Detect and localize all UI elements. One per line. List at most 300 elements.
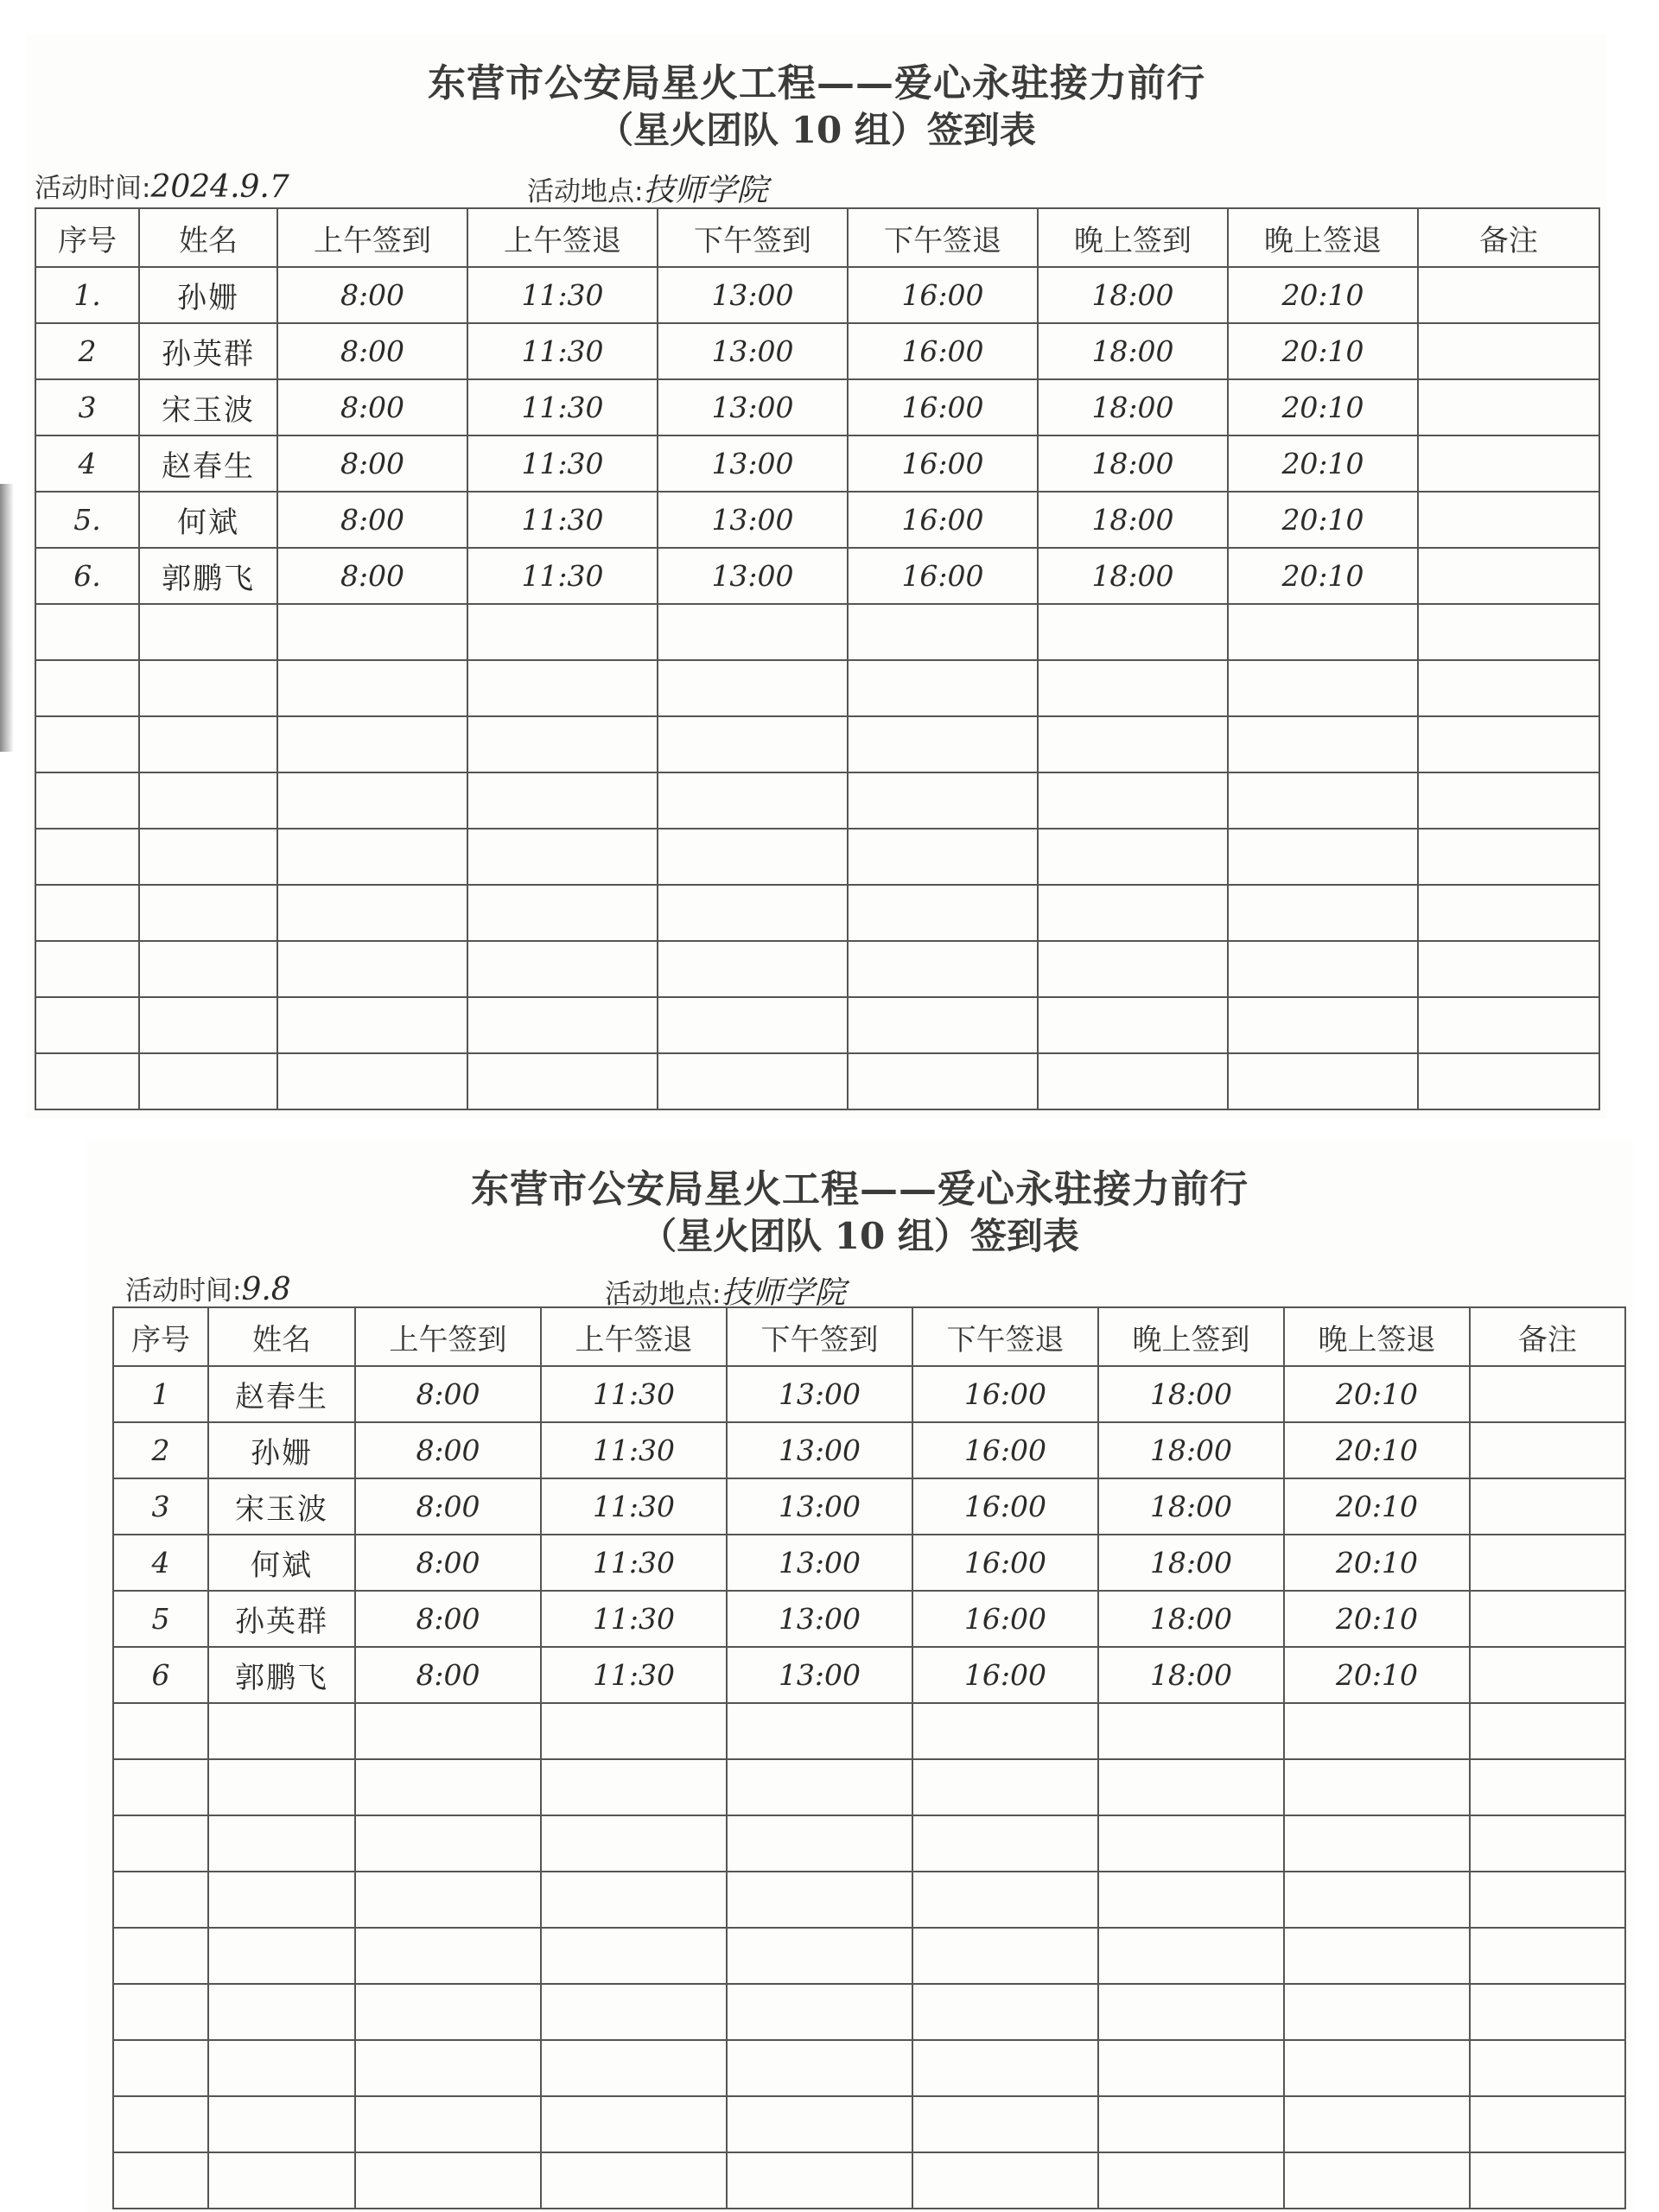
table-row <box>113 1928 1625 1984</box>
cell-am-in <box>277 885 467 941</box>
cell-eve-out: 20:10 <box>1284 1366 1470 1422</box>
cell-name <box>208 1984 355 2040</box>
cell-am-in: 8:00 <box>355 1647 541 1703</box>
cell-am-in: 8:00 <box>355 1535 541 1591</box>
cell-pm-in <box>658 772 848 829</box>
cell-remark <box>1470 1591 1625 1647</box>
cell-eve-in: 18:00 <box>1098 1478 1284 1535</box>
cell-seq <box>35 772 139 829</box>
cell-am-out: 11:30 <box>541 1422 727 1478</box>
cell-eve-in: 18:00 <box>1038 548 1228 604</box>
cell-remark <box>1418 660 1599 716</box>
table-row <box>35 548 1599 604</box>
cell-am-in <box>355 1928 541 1984</box>
cell-name: 孙姗 <box>208 1422 355 1478</box>
header-eve-in: 晚上签到 <box>1038 208 1228 267</box>
cell-remark <box>1470 1535 1625 1591</box>
header-am-out: 上午签退 <box>467 208 658 267</box>
activity-time-label: 活动时间: <box>35 173 151 204</box>
cell-am-in <box>355 1984 541 2040</box>
cell-seq <box>35 829 139 885</box>
cell-eve-out <box>1284 1928 1470 1984</box>
cell-remark <box>1418 323 1599 379</box>
sign-in-sheet-1 <box>26 35 1607 1119</box>
cell-seq <box>35 941 139 997</box>
cell-pm-in: 13:00 <box>658 379 848 435</box>
cell-pm-out: 16:00 <box>848 492 1038 548</box>
table-row <box>35 941 1599 997</box>
cell-pm-in <box>727 2096 912 2152</box>
cell-am-in: 8:00 <box>277 267 467 323</box>
cell-remark <box>1418 435 1599 492</box>
cell-pm-in <box>658 885 848 941</box>
cell-remark <box>1470 1984 1625 2040</box>
cell-am-out <box>467 941 658 997</box>
cell-am-out <box>467 997 658 1053</box>
cell-pm-out: 16:00 <box>912 1422 1098 1478</box>
cell-eve-in <box>1038 604 1228 660</box>
cell-name <box>208 1703 355 1759</box>
cell-am-out: 11:30 <box>467 379 658 435</box>
cell-am-out <box>467 885 658 941</box>
header-am-in: 上午签到 <box>277 208 467 267</box>
cell-eve-out <box>1284 1872 1470 1928</box>
cell-remark <box>1418 1053 1599 1109</box>
cell-am-out <box>467 604 658 660</box>
cell-eve-out: 20:10 <box>1228 548 1418 604</box>
cell-remark <box>1418 941 1599 997</box>
cell-seq <box>35 885 139 941</box>
cell-name <box>139 885 277 941</box>
cell-seq <box>113 2152 208 2209</box>
cell-remark <box>1470 2152 1625 2209</box>
cell-eve-in <box>1038 716 1228 772</box>
cell-eve-in <box>1098 2096 1284 2152</box>
cell-pm-in: 13:00 <box>727 1422 912 1478</box>
cell-seq <box>113 1703 208 1759</box>
cell-pm-out: 16:00 <box>912 1591 1098 1647</box>
cell-am-out <box>541 1815 727 1872</box>
cell-eve-in: 18:00 <box>1098 1591 1284 1647</box>
cell-seq: 2 <box>113 1422 208 1478</box>
cell-eve-out: 20:10 <box>1228 323 1418 379</box>
cell-eve-in: 18:00 <box>1038 492 1228 548</box>
table-row <box>35 997 1599 1053</box>
cell-seq: 4 <box>113 1535 208 1591</box>
cell-remark <box>1418 267 1599 323</box>
header-pm-in: 下午签到 <box>727 1307 912 1366</box>
cell-am-out: 11:30 <box>467 323 658 379</box>
cell-am-out: 11:30 <box>541 1535 727 1591</box>
cell-eve-out: 20:10 <box>1284 1422 1470 1478</box>
cell-pm-in <box>658 1053 848 1109</box>
cell-name <box>139 1053 277 1109</box>
cell-seq <box>113 1984 208 2040</box>
cell-pm-in: 13:00 <box>658 548 848 604</box>
cell-seq <box>113 2096 208 2152</box>
cell-remark <box>1470 2040 1625 2096</box>
cell-eve-in: 18:00 <box>1038 435 1228 492</box>
cell-remark <box>1418 885 1599 941</box>
cell-eve-in: 18:00 <box>1098 1647 1284 1703</box>
table-header-row <box>35 208 1599 267</box>
cell-am-out: 11:30 <box>467 548 658 604</box>
cell-seq: 2 <box>35 323 139 379</box>
table-row <box>113 1815 1625 1872</box>
header-seq: 序号 <box>35 208 139 267</box>
cell-am-in: 8:00 <box>277 548 467 604</box>
cell-eve-out: 20:10 <box>1228 267 1418 323</box>
cell-pm-out: 16:00 <box>848 267 1038 323</box>
cell-pm-in <box>727 1815 912 1872</box>
cell-pm-out <box>912 1872 1098 1928</box>
header-pm-out: 下午签退 <box>848 208 1038 267</box>
header-name: 姓名 <box>208 1307 355 1366</box>
sheet-subtitle: （星火团队 10 组）签到表 <box>597 109 1036 151</box>
cell-name: 宋玉波 <box>139 379 277 435</box>
activity-place <box>527 166 767 210</box>
cell-eve-in <box>1098 1815 1284 1872</box>
cell-eve-out: 20:10 <box>1284 1647 1470 1703</box>
header-pm-in: 下午签到 <box>658 208 848 267</box>
cell-name <box>139 941 277 997</box>
cell-pm-out: 16:00 <box>848 548 1038 604</box>
table-row <box>35 660 1599 716</box>
table-row <box>35 379 1599 435</box>
cell-am-in: 8:00 <box>355 1591 541 1647</box>
header-pm-out: 下午签退 <box>912 1307 1098 1366</box>
cell-pm-out <box>848 772 1038 829</box>
table-row <box>35 492 1599 548</box>
cell-eve-in: 18:00 <box>1098 1366 1284 1422</box>
cell-am-out: 11:30 <box>467 435 658 492</box>
cell-pm-out <box>848 716 1038 772</box>
header-name: 姓名 <box>139 208 277 267</box>
table-body <box>35 267 1599 1109</box>
cell-seq <box>113 1759 208 1815</box>
cell-remark <box>1418 604 1599 660</box>
cell-am-out: 11:30 <box>467 267 658 323</box>
cell-am-in <box>277 772 467 829</box>
cell-eve-out: 20:10 <box>1284 1478 1470 1535</box>
table-row <box>113 1647 1625 1703</box>
cell-eve-in <box>1098 1703 1284 1759</box>
cell-name <box>208 2152 355 2209</box>
cell-seq <box>35 604 139 660</box>
cell-name <box>139 604 277 660</box>
cell-pm-in: 13:00 <box>727 1647 912 1703</box>
header-eve-out: 晚上签退 <box>1284 1307 1470 1366</box>
activity-time-label: 活动时间: <box>125 1275 242 1306</box>
cell-pm-in <box>727 2152 912 2209</box>
cell-eve-out <box>1228 716 1418 772</box>
cell-name <box>208 1928 355 1984</box>
cell-name <box>139 772 277 829</box>
header-remark: 备注 <box>1470 1307 1625 1366</box>
cell-name: 孙姗 <box>139 267 277 323</box>
table-row <box>113 1872 1625 1928</box>
cell-eve-out <box>1228 997 1418 1053</box>
header-eve-out: 晚上签退 <box>1228 208 1418 267</box>
cell-pm-out <box>848 997 1038 1053</box>
cell-am-in <box>277 829 467 885</box>
cell-pm-in <box>658 941 848 997</box>
activity-place-value: 技师学院 <box>721 1275 846 1311</box>
cell-name <box>139 660 277 716</box>
cell-pm-out <box>912 1984 1098 2040</box>
cell-am-out <box>467 716 658 772</box>
cell-pm-out: 16:00 <box>912 1535 1098 1591</box>
cell-seq: 5. <box>35 492 139 548</box>
cell-am-out: 11:30 <box>541 1478 727 1535</box>
cell-am-in <box>355 1703 541 1759</box>
cell-eve-out <box>1228 772 1418 829</box>
cell-name <box>208 2096 355 2152</box>
table-row <box>113 1422 1625 1478</box>
cell-pm-in <box>658 829 848 885</box>
cell-name: 赵春生 <box>139 435 277 492</box>
cell-pm-in: 13:00 <box>658 435 848 492</box>
cell-eve-in <box>1098 2152 1284 2209</box>
table-row <box>35 604 1599 660</box>
header-seq: 序号 <box>113 1307 208 1366</box>
cell-pm-in <box>727 1703 912 1759</box>
cell-am-out: 11:30 <box>541 1647 727 1703</box>
cell-eve-in: 18:00 <box>1098 1535 1284 1591</box>
cell-remark <box>1470 1928 1625 1984</box>
cell-am-in <box>277 660 467 716</box>
cell-am-in: 8:00 <box>355 1366 541 1422</box>
cell-name <box>139 716 277 772</box>
cell-am-out <box>541 2096 727 2152</box>
cell-name: 何斌 <box>208 1535 355 1591</box>
cell-am-in <box>355 1759 541 1815</box>
cell-pm-in <box>727 2040 912 2096</box>
table-header-row <box>113 1307 1625 1366</box>
cell-pm-out <box>848 604 1038 660</box>
cell-pm-out <box>848 1053 1038 1109</box>
cell-name <box>208 2040 355 2096</box>
activity-time <box>35 166 289 205</box>
cell-eve-in <box>1038 1053 1228 1109</box>
cell-pm-in: 13:00 <box>727 1478 912 1535</box>
cell-remark <box>1418 379 1599 435</box>
header-am-in: 上午签到 <box>355 1307 541 1366</box>
cell-pm-in <box>658 604 848 660</box>
cell-eve-in <box>1098 1984 1284 2040</box>
cell-seq <box>113 1928 208 1984</box>
cell-am-out <box>467 829 658 885</box>
cell-eve-out <box>1284 1815 1470 1872</box>
cell-remark <box>1470 1422 1625 1478</box>
page-edge-shadow <box>0 484 14 752</box>
table-row <box>113 1759 1625 1815</box>
cell-eve-in <box>1038 885 1228 941</box>
table-row <box>113 1703 1625 1759</box>
table-row <box>113 1366 1625 1422</box>
cell-am-in: 8:00 <box>355 1478 541 1535</box>
cell-eve-in <box>1038 772 1228 829</box>
activity-time <box>125 1268 291 1307</box>
cell-pm-out <box>848 660 1038 716</box>
header-eve-in: 晚上签到 <box>1098 1307 1284 1366</box>
cell-eve-out <box>1284 1703 1470 1759</box>
sheet-subtitle: （星火团队 10 组）签到表 <box>640 1215 1079 1257</box>
cell-pm-out: 16:00 <box>912 1647 1098 1703</box>
cell-pm-in <box>727 1759 912 1815</box>
table-row <box>113 1478 1625 1535</box>
cell-name: 赵春生 <box>208 1366 355 1422</box>
cell-eve-out: 20:10 <box>1284 1535 1470 1591</box>
cell-pm-in: 13:00 <box>658 267 848 323</box>
cell-name <box>208 1815 355 1872</box>
table-row <box>35 267 1599 323</box>
cell-pm-out <box>912 1759 1098 1815</box>
cell-am-in <box>277 716 467 772</box>
cell-am-out <box>541 2152 727 2209</box>
cell-am-out <box>541 1928 727 1984</box>
cell-am-in <box>355 1815 541 1872</box>
cell-seq: 3 <box>113 1478 208 1535</box>
cell-remark <box>1418 716 1599 772</box>
table-row <box>113 1535 1625 1591</box>
activity-time-value: 9.8 <box>241 1272 291 1307</box>
cell-seq <box>35 660 139 716</box>
cell-eve-out <box>1228 604 1418 660</box>
cell-am-out: 11:30 <box>541 1591 727 1647</box>
cell-eve-in: 18:00 <box>1038 323 1228 379</box>
cell-eve-out <box>1228 1053 1418 1109</box>
header-am-out: 上午签退 <box>541 1307 727 1366</box>
cell-pm-in <box>658 660 848 716</box>
sheet-title: 东营市公安局星火工程——爱心永驻接力前行 <box>471 1167 1249 1211</box>
cell-am-in <box>277 1053 467 1109</box>
cell-am-out <box>541 1984 727 2040</box>
cell-seq: 1 <box>113 1366 208 1422</box>
activity-place-label: 活动地点: <box>605 1279 721 1310</box>
cell-pm-out <box>912 2040 1098 2096</box>
cell-remark <box>1418 548 1599 604</box>
cell-pm-out <box>848 829 1038 885</box>
cell-am-in <box>355 2040 541 2096</box>
cell-seq <box>35 716 139 772</box>
cell-pm-out: 16:00 <box>848 379 1038 435</box>
activity-place-label: 活动地点: <box>527 176 644 207</box>
cell-am-out <box>467 1053 658 1109</box>
cell-pm-in <box>727 1984 912 2040</box>
cell-remark <box>1470 1647 1625 1703</box>
cell-name: 宋玉波 <box>208 1478 355 1535</box>
cell-seq: 4 <box>35 435 139 492</box>
table-row <box>113 2040 1625 2096</box>
cell-am-in <box>277 997 467 1053</box>
activity-time-value: 2024.9.7 <box>150 169 289 205</box>
cell-remark <box>1470 1872 1625 1928</box>
cell-seq: 6. <box>35 548 139 604</box>
cell-pm-out: 16:00 <box>848 323 1038 379</box>
cell-am-in: 8:00 <box>277 492 467 548</box>
cell-eve-in: 18:00 <box>1098 1422 1284 1478</box>
cell-eve-out: 20:10 <box>1228 492 1418 548</box>
cell-am-in: 8:00 <box>277 379 467 435</box>
cell-remark <box>1418 492 1599 548</box>
header-remark: 备注 <box>1418 208 1599 267</box>
table-row <box>113 2096 1625 2152</box>
cell-am-out <box>541 1872 727 1928</box>
cell-name: 何斌 <box>139 492 277 548</box>
cell-am-out <box>541 2040 727 2096</box>
cell-am-in: 8:00 <box>355 1422 541 1478</box>
cell-name: 孙英群 <box>139 323 277 379</box>
sign-in-sheet-2 <box>86 1141 1633 2212</box>
cell-seq: 3 <box>35 379 139 435</box>
cell-eve-in <box>1038 829 1228 885</box>
cell-remark <box>1470 1366 1625 1422</box>
sign-in-table <box>35 207 1600 1110</box>
cell-pm-out: 16:00 <box>912 1478 1098 1535</box>
cell-pm-in: 13:00 <box>727 1535 912 1591</box>
cell-name <box>208 1872 355 1928</box>
cell-pm-in <box>658 997 848 1053</box>
cell-eve-out <box>1284 1984 1470 2040</box>
cell-remark <box>1418 772 1599 829</box>
cell-remark <box>1470 1703 1625 1759</box>
cell-am-in <box>277 604 467 660</box>
cell-pm-out <box>912 2152 1098 2209</box>
table-row <box>35 829 1599 885</box>
cell-eve-out <box>1228 885 1418 941</box>
cell-am-out <box>467 772 658 829</box>
cell-pm-out <box>848 885 1038 941</box>
cell-eve-out <box>1228 829 1418 885</box>
table-row <box>35 716 1599 772</box>
cell-pm-out <box>912 2096 1098 2152</box>
cell-pm-in: 13:00 <box>727 1366 912 1422</box>
cell-am-in <box>355 1872 541 1928</box>
cell-pm-in: 13:00 <box>658 323 848 379</box>
cell-eve-in: 18:00 <box>1038 379 1228 435</box>
cell-eve-out: 20:10 <box>1228 379 1418 435</box>
table-row <box>35 1053 1599 1109</box>
cell-remark <box>1470 1815 1625 1872</box>
cell-pm-out <box>912 1703 1098 1759</box>
cell-seq <box>35 997 139 1053</box>
cell-eve-out <box>1284 1759 1470 1815</box>
cell-eve-in <box>1038 660 1228 716</box>
table-row <box>113 1984 1625 2040</box>
cell-seq <box>113 1872 208 1928</box>
cell-eve-out <box>1284 2040 1470 2096</box>
cell-pm-out: 16:00 <box>912 1366 1098 1422</box>
table-row <box>35 885 1599 941</box>
cell-name <box>139 829 277 885</box>
cell-remark <box>1470 2096 1625 2152</box>
cell-am-out: 11:30 <box>541 1366 727 1422</box>
cell-remark <box>1418 997 1599 1053</box>
sheet-title: 东营市公安局星火工程——爱心永驻接力前行 <box>428 61 1205 105</box>
cell-eve-out <box>1228 941 1418 997</box>
cell-name <box>208 1759 355 1815</box>
cell-eve-in <box>1038 997 1228 1053</box>
cell-am-in: 8:00 <box>277 435 467 492</box>
table-row <box>35 323 1599 379</box>
cell-eve-in <box>1098 1872 1284 1928</box>
cell-am-in: 8:00 <box>277 323 467 379</box>
cell-am-out <box>541 1703 727 1759</box>
sign-in-table <box>112 1306 1626 2209</box>
cell-pm-out <box>848 941 1038 997</box>
cell-remark <box>1470 1478 1625 1535</box>
